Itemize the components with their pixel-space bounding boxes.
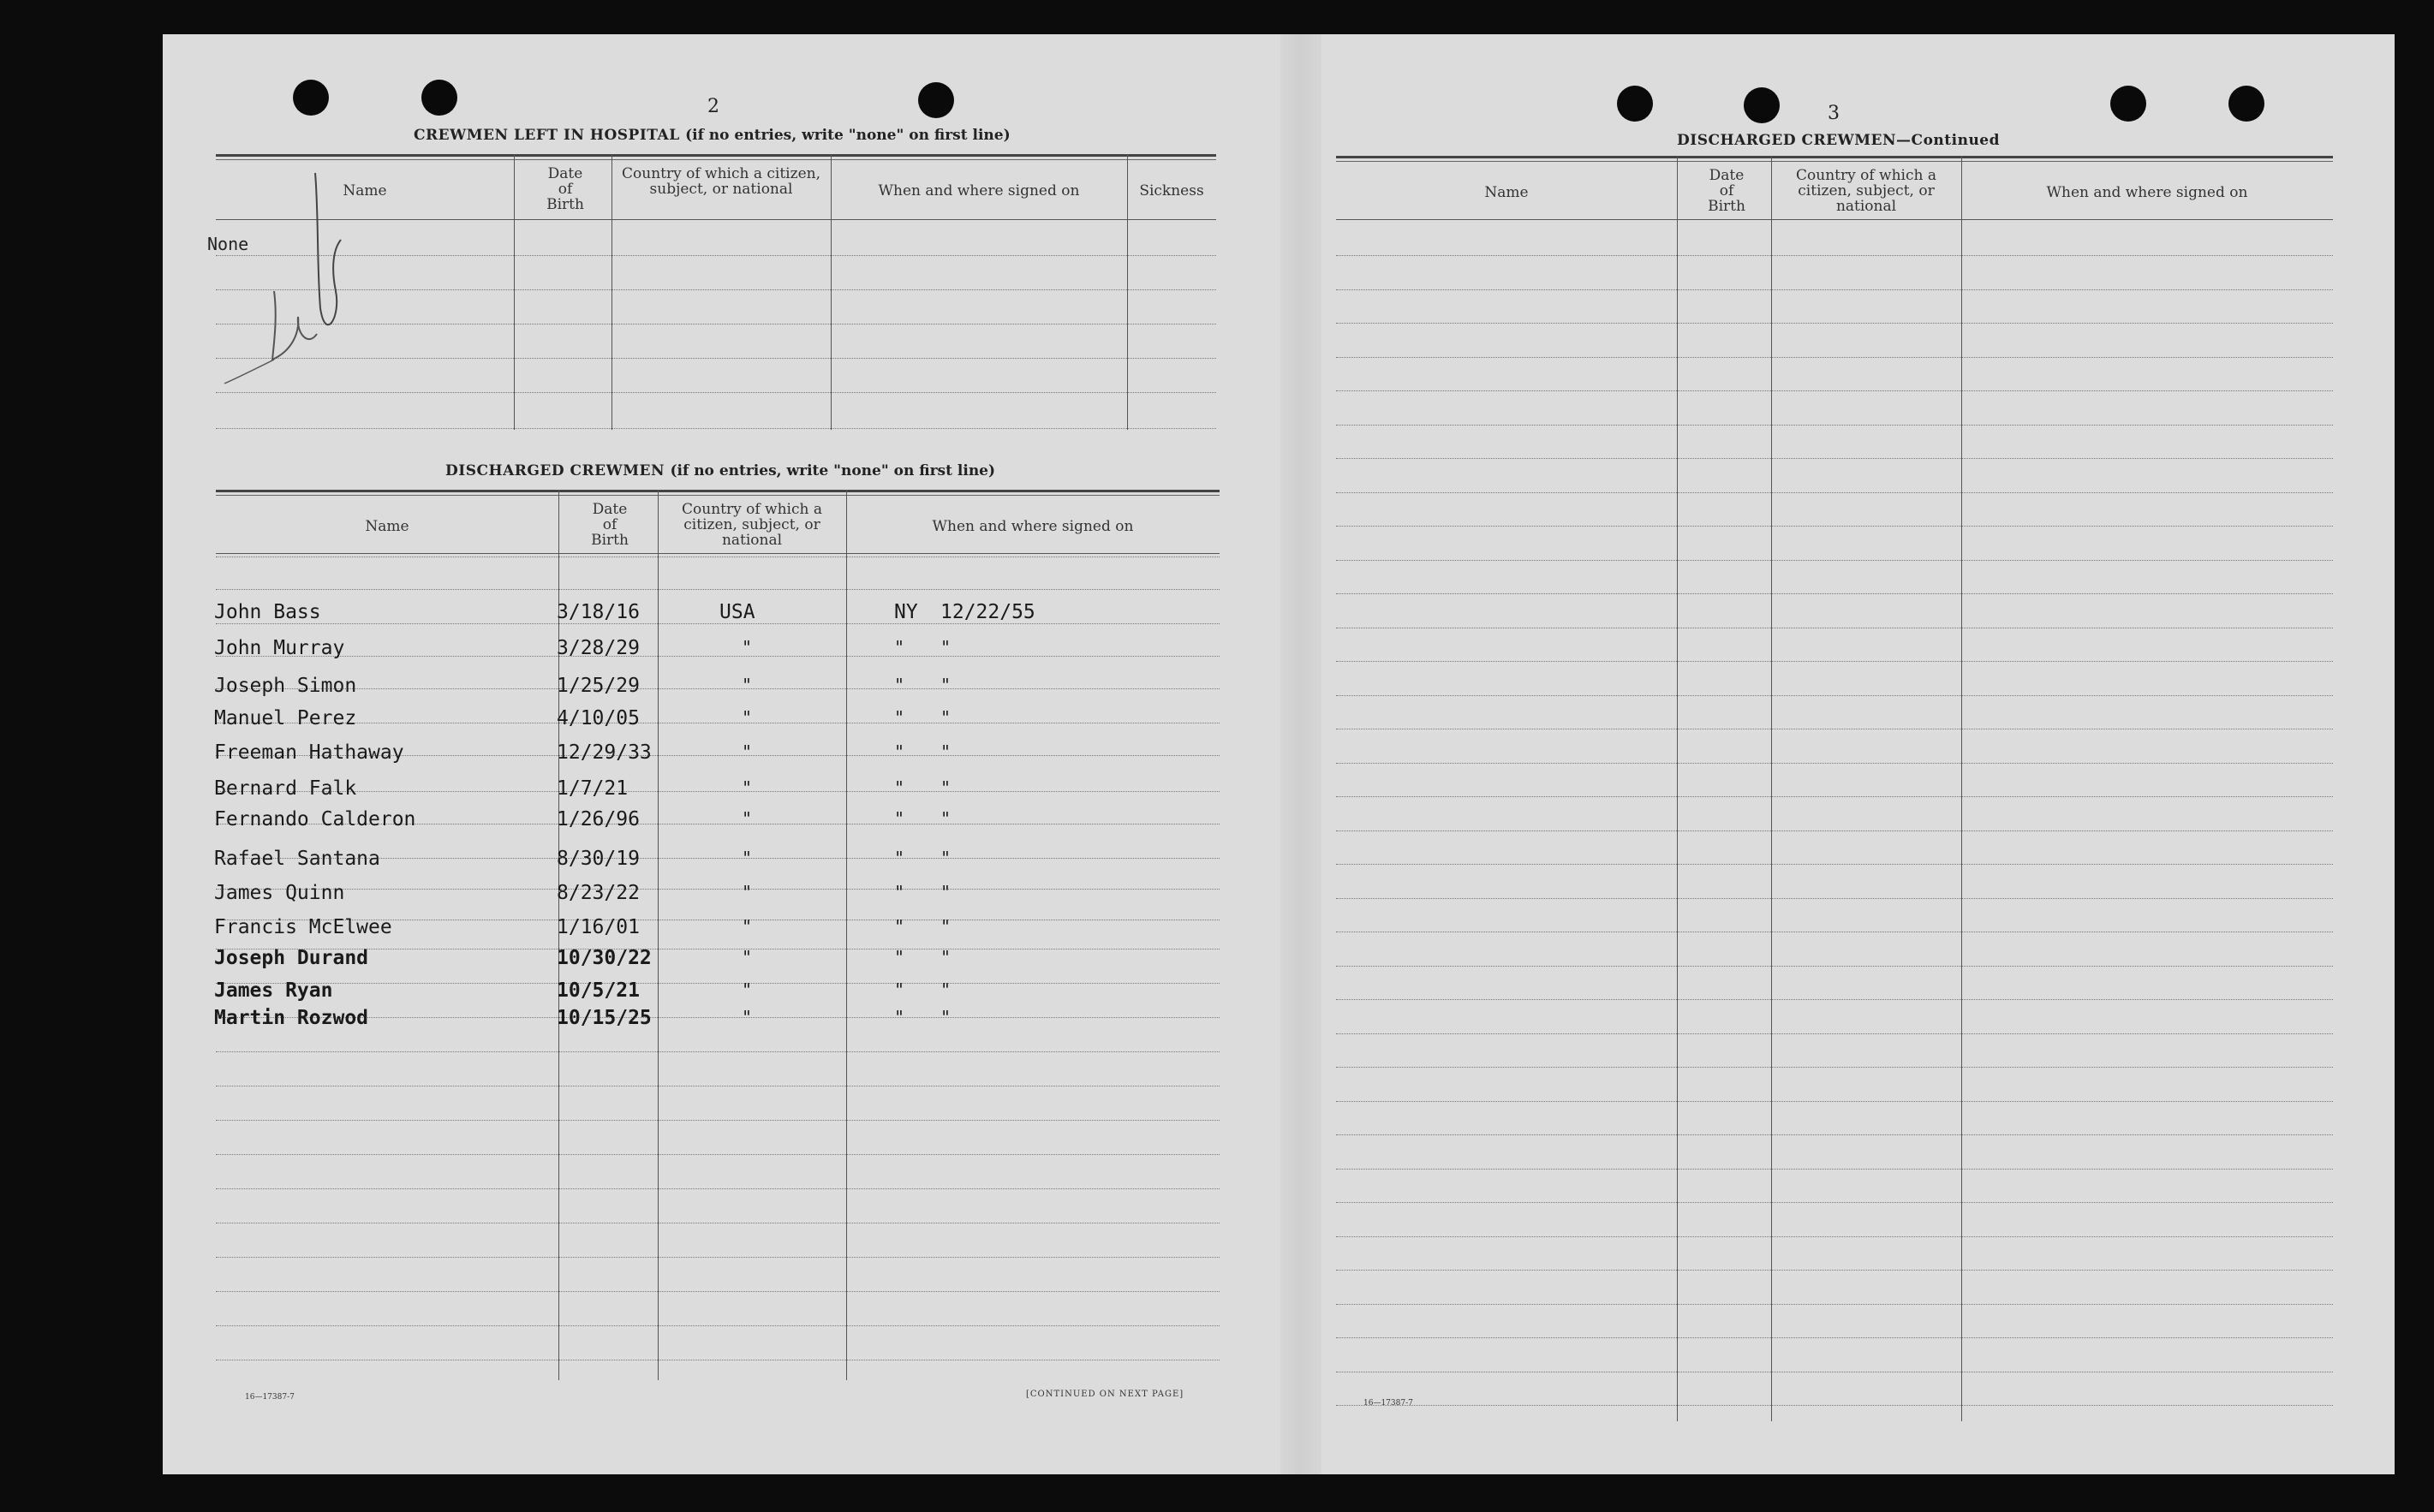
discharged-col-country: Country of which a citizen, subject, or national	[682, 501, 822, 549]
crewman-signed-place: "	[894, 777, 905, 798]
crewman-signed-date: "	[940, 707, 952, 728]
crewman-dob: 10/30/22	[557, 947, 652, 969]
crewman-name: Martin Rozwod	[214, 1007, 369, 1029]
crewman-signed-place: NY	[894, 601, 918, 623]
crewman-dob: 12/29/33	[557, 741, 652, 764]
crewman-name: Joseph Simon	[214, 675, 357, 697]
hospital-table	[216, 154, 1216, 430]
crewman-dob: 4/10/05	[557, 707, 640, 729]
right-heading: DISCHARGED CREWMEN—Continued	[1677, 132, 2001, 149]
discharged-col-name: Name	[365, 518, 409, 535]
crewman-signed-place: "	[894, 882, 905, 902]
crewman-signed-place: "	[894, 916, 905, 937]
crewman-country: "	[742, 882, 753, 902]
crewman-dob: 8/23/22	[557, 882, 640, 904]
crewman-name: Manuel Perez	[214, 707, 357, 729]
crewman-country: "	[742, 1007, 753, 1027]
crewman-dob: 3/28/29	[557, 637, 640, 659]
crewman-name: Bernard Falk	[214, 777, 357, 800]
right-col-name: Name	[1484, 184, 1529, 201]
hospital-heading	[414, 127, 1011, 144]
crewman-signed-place: "	[894, 1007, 905, 1027]
page-number-left: 2	[707, 96, 719, 117]
hospital-col-signed: When and where signed on	[878, 182, 1080, 199]
hospital-col-dob: Date of Birth	[546, 165, 584, 213]
crewman-signed-date: "	[940, 848, 952, 868]
punch-hole	[2110, 86, 2146, 122]
form-number-left: 16—17387-7	[245, 1393, 295, 1402]
discharged-heading-text: DISCHARGED CREWMEN	[445, 462, 665, 479]
punch-hole	[2228, 86, 2264, 122]
crewman-name: Francis McElwee	[214, 916, 392, 938]
document-sheet	[163, 34, 2395, 1474]
page-fold	[1280, 34, 1321, 1474]
crewman-country: "	[742, 707, 753, 728]
hospital-heading-text: CREWMEN LEFT IN HOSPITAL	[414, 127, 680, 144]
crewman-name: James Quinn	[214, 882, 345, 904]
crewman-country: "	[742, 848, 753, 868]
crewman-country: "	[742, 947, 753, 967]
crewman-country: "	[742, 675, 753, 695]
crewman-signed-date: "	[940, 637, 952, 658]
hospital-col-country: Country of which a citizen, subject, or national	[622, 165, 820, 198]
crewman-signed-date: "	[940, 808, 952, 829]
crewman-name: John Bass	[214, 601, 321, 623]
crewman-name: John Murray	[214, 637, 345, 659]
crewman-dob: 8/30/19	[557, 848, 640, 870]
hospital-entry-none: None	[207, 234, 249, 254]
punch-hole	[421, 80, 457, 116]
crewman-signed-place: "	[894, 675, 905, 695]
crewman-signed-place: "	[894, 637, 905, 658]
crewman-country: USA	[719, 601, 755, 623]
crewman-dob: 1/25/29	[557, 675, 640, 697]
hospital-heading-note: (if no entries, write "none" on first line)	[685, 127, 1011, 144]
crewman-country: "	[742, 741, 753, 762]
right-col-signed: When and where signed on	[2046, 184, 2248, 201]
punch-hole	[293, 80, 329, 116]
crewman-country: "	[742, 637, 753, 658]
hospital-col-name: Name	[343, 182, 387, 199]
crewman-name: Joseph Durand	[214, 947, 369, 969]
crewman-country: "	[742, 916, 753, 937]
handwritten-scribble	[188, 163, 351, 385]
crewman-signed-date: "	[940, 741, 952, 762]
crewman-dob: 1/7/21	[557, 777, 629, 800]
form-number-right: 16—17387-7	[1363, 1399, 1413, 1408]
crewman-signed-date: "	[940, 947, 952, 967]
crewman-signed-place: "	[894, 848, 905, 868]
discharged-col-dob: Date of Birth	[591, 501, 629, 549]
crewman-name: Fernando Calderon	[214, 808, 416, 830]
crewman-signed-date: 12/22/55	[940, 601, 1035, 623]
discharged-heading-note: (if no entries, write "none" on first line)	[670, 462, 996, 479]
crewman-signed-place: "	[894, 979, 905, 1000]
crewman-dob: 1/26/96	[557, 808, 640, 830]
crewman-signed-date: "	[940, 979, 952, 1000]
page-number-right: 3	[1828, 103, 1840, 124]
right-discharged-table	[1336, 156, 2333, 1421]
crewman-name: Freeman Hathaway	[214, 741, 404, 764]
crewman-dob: 1/16/01	[557, 916, 640, 938]
crewman-country: "	[742, 808, 753, 829]
right-col-dob: Date of Birth	[1708, 167, 1745, 215]
crewman-signed-date: "	[940, 1007, 952, 1027]
crewman-signed-place: "	[894, 947, 905, 967]
discharged-heading	[445, 462, 995, 479]
discharged-col-signed: When and where signed on	[932, 518, 1134, 535]
crewman-signed-date: "	[940, 916, 952, 937]
crewman-name: Rafael Santana	[214, 848, 380, 870]
crewman-signed-place: "	[894, 741, 905, 762]
right-col-country: Country of which a citizen, subject, or national	[1796, 167, 1936, 215]
crewman-country: "	[742, 777, 753, 798]
crewman-signed-place: "	[894, 808, 905, 829]
crewman-signed-date: "	[940, 882, 952, 902]
punch-hole	[1744, 87, 1780, 123]
hospital-col-sickness: Sickness	[1139, 182, 1204, 199]
crewman-dob: 3/18/16	[557, 601, 640, 623]
punch-hole	[1617, 86, 1653, 122]
crewman-signed-place: "	[894, 707, 905, 728]
crewman-name: James Ryan	[214, 979, 333, 1002]
continued-note: [CONTINUED ON NEXT PAGE]	[1026, 1390, 1184, 1399]
crewman-signed-date: "	[940, 777, 952, 798]
crewman-signed-date: "	[940, 675, 952, 695]
punch-hole	[918, 82, 954, 118]
crewman-dob: 10/15/25	[557, 1007, 652, 1029]
crewman-dob: 10/5/21	[557, 979, 640, 1002]
crewman-country: "	[742, 979, 753, 1000]
